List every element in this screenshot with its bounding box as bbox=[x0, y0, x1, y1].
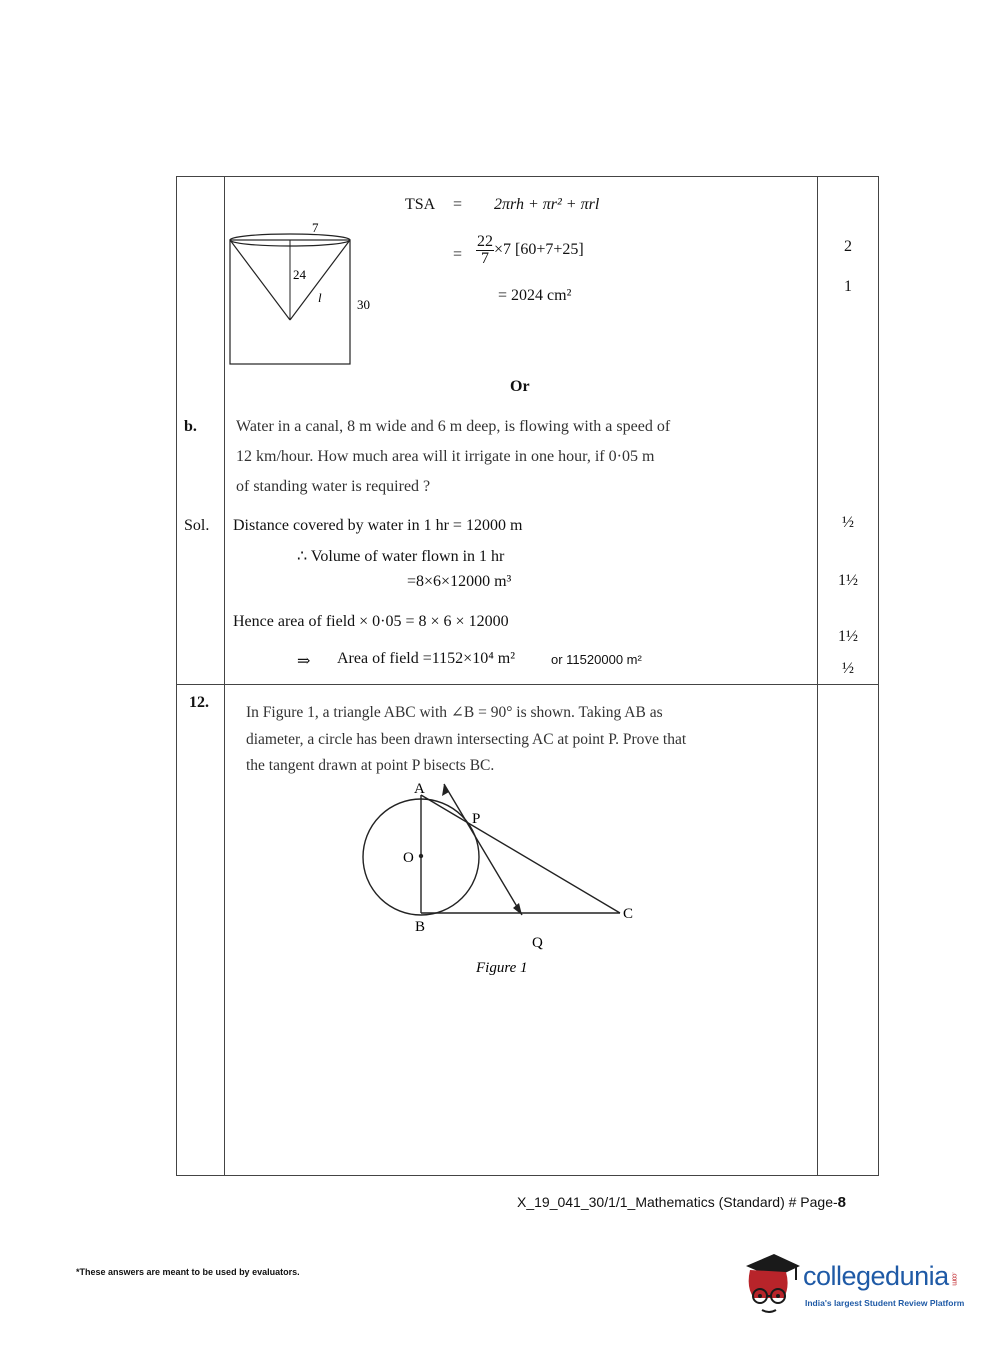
sol-implies: ⇒ bbox=[297, 653, 311, 670]
q12-question bbox=[246, 700, 806, 780]
label-q: Q bbox=[532, 935, 543, 951]
figure-caption: Figure 1 bbox=[476, 960, 528, 976]
sol-volume-label: ∴ Volume of water flown in 1 hr bbox=[297, 548, 505, 565]
question-line: In Figure 1, a triangle ABC with ∠B = 90° is shown. Taking AB as bbox=[246, 704, 663, 721]
label-slant: l bbox=[318, 290, 322, 305]
label-o: O bbox=[403, 850, 414, 866]
sol-area-result: Area of field =1152×10⁴ m² bbox=[337, 650, 516, 667]
tsa-label: TSA bbox=[405, 196, 436, 213]
question-line: 12 km/hour. How much area will it irrigate in one hour, if 0·05 m bbox=[236, 448, 655, 465]
step2-eq: = bbox=[453, 246, 463, 263]
brand-tagline: India's largest Student Review Platform bbox=[805, 1298, 965, 1308]
q12-number: 12. bbox=[189, 694, 209, 711]
label-height: 24 bbox=[293, 267, 306, 282]
evaluator-note: *These answers are meant to be used by evaluators. bbox=[76, 1267, 300, 1277]
label-a: A bbox=[414, 781, 425, 797]
label-c: C bbox=[623, 906, 634, 922]
brand-suffix: .com bbox=[950, 1271, 958, 1285]
cone-cylinder-figure bbox=[226, 218, 386, 370]
sol-volume-value: =8×6×12000 m³ bbox=[407, 573, 512, 590]
question-line: diameter, a circle has been drawn intersecting AC at point P. Prove that bbox=[246, 730, 687, 748]
question-line: Water in a canal, 8 m wide and 6 m deep, is flowing with a speed of bbox=[236, 418, 671, 435]
question-line: the tangent drawn at point P bisects BC. bbox=[246, 757, 495, 774]
question-line: of standing water is required ? bbox=[236, 478, 431, 495]
page-number: 8 bbox=[837, 1194, 846, 1211]
mark-area-result: ½ bbox=[842, 660, 854, 677]
fraction-22-7: $\frac{22}{7}$ bbox=[477, 233, 493, 267]
sol-area-equation: Hence area of field × 0·05 = 8 × 6 × 12000 bbox=[233, 613, 509, 630]
or-label: Or bbox=[510, 378, 530, 395]
brand-name: collegedunia .com bbox=[803, 1261, 958, 1291]
mark-area-equation: 1½ bbox=[838, 628, 858, 645]
label-radius: 7 bbox=[312, 220, 319, 235]
sol-area-alt: or 11520000 m² bbox=[551, 652, 642, 667]
center-o bbox=[419, 854, 423, 858]
step3-result: = 2024 cm² bbox=[498, 287, 572, 304]
sol-label: Sol. bbox=[184, 517, 210, 534]
figure-1-diagram bbox=[350, 776, 650, 982]
tangent-pq bbox=[444, 784, 522, 915]
side-ac bbox=[421, 795, 620, 913]
part-b-question bbox=[236, 412, 796, 502]
page-reference: X_19_041_30/1/1_Mathematics (Standard) # Page-8 bbox=[517, 1194, 846, 1211]
part-b-label: b. bbox=[184, 418, 197, 435]
collegedunia-mascot-icon bbox=[740, 1248, 802, 1318]
label-b: B bbox=[415, 919, 426, 935]
mark-volume: 1½ bbox=[838, 572, 858, 589]
mark-distance: ½ bbox=[842, 514, 854, 531]
sol-distance: Distance covered by water in 1 hr = 12000 m bbox=[233, 517, 523, 534]
label-side: 30 bbox=[357, 297, 370, 312]
tsa-eq: = bbox=[453, 196, 463, 213]
step2-expression: $\frac{22}{7}$ ×7 [60+7+25] bbox=[477, 233, 584, 267]
label-p: P bbox=[472, 811, 481, 827]
tsa-formula: 2πrh + πr² + πrl bbox=[494, 196, 600, 213]
mark-step2: 2 bbox=[844, 238, 852, 255]
mark-step3: 1 bbox=[844, 278, 852, 295]
